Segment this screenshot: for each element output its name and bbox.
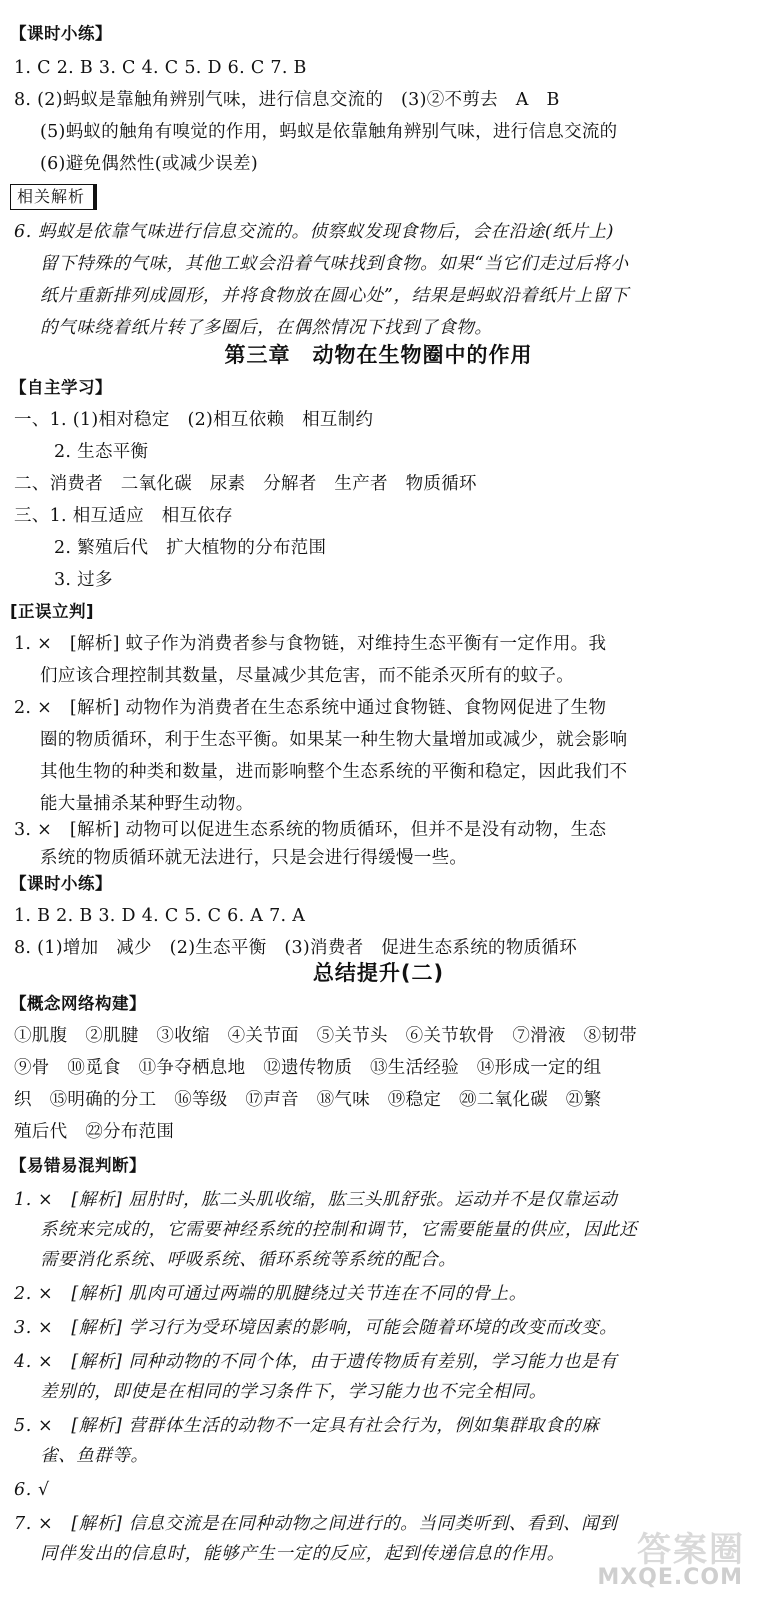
analysis-line: 纸片重新排列成圆形，并将食物放在圆心处”，结果是蚂蚁沿着纸片上留下 <box>40 286 629 306</box>
answer-line: ⑨骨 ⑩觅食 ⑪争夺栖息地 ⑫遗传物质 ⑬生活经验 ⑭形成一定的组 <box>14 1058 602 1078</box>
watermark-text: 答案圈 <box>637 1530 745 1570</box>
analysis-line: 差别的，即使是在相同的学习条件下，学习能力也不完全相同。 <box>40 1382 547 1402</box>
answer-line: 殖后代 ㉒分布范围 <box>14 1122 175 1142</box>
answer-line: 二、消费者 二氧化碳 尿素 分解者 生产者 物质循环 <box>14 474 477 494</box>
answer-line: 1. C 2. B 3. C 4. C 5. D 6. C 7. B <box>14 58 307 78</box>
section-header-zhengwu: [正误立判] <box>10 602 95 621</box>
analysis-line: 同伴发出的信息时，能够产生一定的反应，起到传递信息的作用。 <box>40 1544 565 1564</box>
analysis-line: 其他生物的种类和数量，进而影响整个生态系统的平衡和稳定，因此我们不 <box>40 762 628 782</box>
analysis-line: 1. × [解析] 蚊子作为消费者参与食物链，对维持生态平衡有一定作用。我 <box>14 634 607 654</box>
analysis-line: 系统的物质循环就无法进行，只是会进行得缓慢一些。 <box>40 848 468 868</box>
analysis-line: 2. × [解析] 肌肉可通过两端的肌腱绕过关节连在不同的骨上。 <box>14 1284 527 1304</box>
analysis-line: 7. × [解析] 信息交流是在同种动物之间进行的。当同类听到、看到、闻到 <box>14 1514 618 1534</box>
answer-line: 3. 过多 <box>54 570 113 590</box>
analysis-line: 能大量捕杀某种野生动物。 <box>40 794 254 814</box>
section-header-yicuo: 【易错易混判断】 <box>10 1156 146 1175</box>
analysis-line: 的气味绕着纸片转了多圈后，在偶然情况下找到了食物。 <box>40 318 493 338</box>
analysis-line: 6. 蚂蚁是依靠气味进行信息交流的。侦察蚁发现食物后，会在沿途(纸片上) <box>14 222 615 242</box>
chapter-title: 第三章 动物在生物圈中的作用 <box>224 343 533 367</box>
analysis-line: 1. × [解析] 屈肘时，肱二头肌收缩，肱三头肌舒张。运动并不是仅靠运动 <box>14 1190 618 1210</box>
analysis-line: 3. × [解析] 学习行为受环境因素的影响，可能会随着环境的改变而改变。 <box>14 1318 618 1338</box>
section-header-keshi-2: 【课时小练】 <box>10 874 112 893</box>
analysis-line: 雀、鱼群等。 <box>40 1446 149 1466</box>
answer-line: 8. (2)蚂蚁是靠触角辨别气味，进行信息交流的 (3)②不剪去 A B <box>14 90 560 110</box>
watermark-url: MXQE.COM <box>597 1565 743 1590</box>
analysis-line: 3. × [解析] 动物可以促进生态系统的物质循环，但并不是没有动物，生态 <box>14 820 607 840</box>
answer-line: 织 ⑮明确的分工 ⑯等级 ⑰声音 ⑱气味 ⑲稳定 ⑳二氧化碳 ㉑繁 <box>14 1090 602 1110</box>
watermark <box>599 1520 749 1590</box>
answer-line: 一、1. (1)相对稳定 (2)相互依赖 相互制约 <box>14 410 374 430</box>
answer-line: 2. 繁殖后代 扩大植物的分布范围 <box>54 538 327 558</box>
analysis-line: 4. × [解析] 同种动物的不同个体，由于遗传物质有差别，学习能力也是有 <box>14 1352 618 1372</box>
related-analysis-label: 相关解析 <box>10 184 97 210</box>
analysis-line: 留下特殊的气味，其他工蚁会沿着气味找到食物。如果“当它们走过后将小 <box>40 254 629 274</box>
analysis-line: 圈的物质循环，利于生态平衡。如果某一种生物大量增加或减少，就会影响 <box>40 730 628 750</box>
analysis-line: 5. × [解析] 营群体生活的动物不一定具有社会行为，例如集群取食的麻 <box>14 1416 600 1436</box>
analysis-line: 需要消化系统、呼吸系统、循环系统等系统的配合。 <box>40 1250 457 1270</box>
analysis-line: 们应该合理控制其数量，尽量减少其危害，而不能杀灭所有的蚊子。 <box>40 666 574 686</box>
summary-title: 总结提升(二) <box>312 961 445 985</box>
analysis-line: 6. √ <box>14 1480 50 1500</box>
section-header-zizhu: 【自主学习】 <box>10 378 112 397</box>
answer-line: 1. B 2. B 3. D 4. C 5. C 6. A 7. A <box>14 906 306 926</box>
answer-line: ①肌腹 ②肌腱 ③收缩 ④关节面 ⑤关节头 ⑥关节软骨 ⑦滑液 ⑧韧带 <box>14 1026 637 1046</box>
answer-line: 8. (1)增加 减少 (2)生态平衡 (3)消费者 促进生态系统的物质循环 <box>14 938 578 958</box>
answer-line: (5)蚂蚁的触角有嗅觉的作用，蚂蚁是依靠触角辨别气味，进行信息交流的 <box>40 122 618 142</box>
answer-line: (6)避免偶然性(或减少误差) <box>40 154 258 174</box>
answer-line: 三、1. 相互适应 相互依存 <box>14 506 233 526</box>
analysis-line: 系统来完成的，它需要神经系统的控制和调节，它需要能量的供应，因此还 <box>40 1220 638 1240</box>
analysis-line: 2. × [解析] 动物作为消费者在生态系统中通过食物链、食物网促进了生物 <box>14 698 607 718</box>
section-header-gainian: 【概念网络构建】 <box>10 994 146 1013</box>
answer-line: 2. 生态平衡 <box>54 442 149 462</box>
section-header-keshi-1: 【课时小练】 <box>10 24 112 43</box>
